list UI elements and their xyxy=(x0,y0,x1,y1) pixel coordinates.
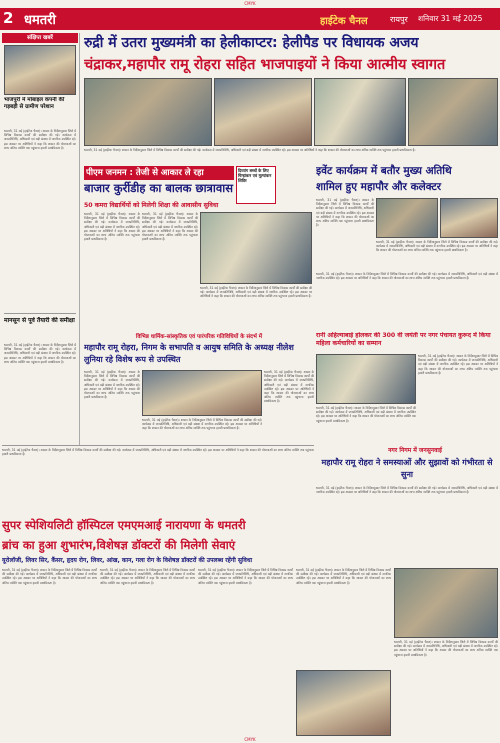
sidebar-story2-title: मानसून से पूर्व तैयारी की समीक्षा xyxy=(4,317,75,324)
bike-headline-2: बाजार कुर्रीडीह का बालक छात्रावास xyxy=(84,181,234,195)
side-box-text: दिव्यांग बच्चों के लिए चिन्हांकन एवं मूल्यांकन शिविर xyxy=(238,168,272,183)
nagar-body-2: धमतरी, 31 मई (हाईटेक चैनल)। शासन के निर्देशानुसार जिले में विभिन्न विकास कार्यों की समीक्षा की गई। कार्यक्रम में जनप्रतिनिधि, अधिकारी एवं बड़ी संख्या में नागरिक उपस्थित रहे। इस अवसर पर अतिथियों ने कहा कि शासन की योजनाओं का लाभ अंतिम व्यक्ति तक पहुंचाना हमारी प्राथमिकता है। xyxy=(394,640,498,657)
bike-subhead: 50 कमरा विद्यार्थियों को मिलेगी शिक्षा की आवासीय सुविधा xyxy=(84,202,219,209)
divider xyxy=(2,445,314,446)
event-headline-2: शामिल हुए महापौर और कलेक्टर xyxy=(316,181,442,193)
sahkari-photo xyxy=(142,370,262,416)
event-photo-1 xyxy=(376,198,438,238)
hospital-body-1: धमतरी, 31 मई (हाईटेक चैनल)। शासन के निर्देशानुसार जिले में विभिन्न विकास कार्यों की समीक्षा की गई। कार्यक्रम में जनप्रतिनिधि, अधिकारी एवं बड़ी संख्या में नागरिक उपस्थित रहे। इस अवसर पर अतिथियों ने कहा कि शासन की योजनाओं का लाभ अंतिम व्यक्ति तक पहुंचाना हमारी प्राथमिकता है। xyxy=(2,568,97,585)
sahkari-kicker: विभिन्न धार्मिक-सांस्कृतिक एवं पारंपरिक गतिविधियों के संदर्भ में xyxy=(135,334,263,340)
sidebar-header: संक्षिप्त खबरें xyxy=(2,33,78,43)
sidebar-story2-body: धमतरी, 31 मई (हाईटेक चैनल)। शासन के निर्देशानुसार जिले में विभिन्न विकास कार्यों की समीक्षा की गई। कार्यक्रम में जनप्रतिनिधि, अधिकारी एवं बड़ी संख्या में नागरिक उपस्थित रहे। इस अवसर पर अतिथियों ने कहा कि शासन की योजनाओं का लाभ अंतिम व्यक्ति तक पहुंचाना हमारी प्राथमिकता है। xyxy=(4,343,76,364)
rani-photo xyxy=(316,354,416,404)
banner-body: धमतरी, 31 मई (हाईटेक चैनल)। शासन के निर्देशानुसार जिले में विभिन्न विकास कार्यों की समीक्षा की गई। कार्यक्रम में जनप्रतिनिधि, अधिकारी एवं बड़ी संख्या में नागरिक उपस्थित रहे। इस अवसर पर अतिथियों ने कहा कि शासन की योजनाओं का लाभ अंतिम व्यक्ति तक पहुंचाना हमारी प्राथमिकता है। xyxy=(84,148,416,152)
sidebar-story1-body: धमतरी, 31 मई (हाईटेक चैनल)। शासन के निर्देशानुसार जिले में विभिन्न विकास कार्यों की समीक्षा की गई। कार्यक्रम में जनप्रतिनिधि, अधिकारी एवं बड़ी संख्या में नागरिक उपस्थित रहे। इस अवसर पर अतिथियों ने कहा कि शासन की योजनाओं का लाभ अंतिम व्यक्ति तक पहुंचाना हमारी प्राथमिकता है। xyxy=(4,129,76,150)
sahkari-headline: महापौर रामू रोहरा, निगम के सभापति व आयुष समिति के अध्यक्ष नीलेश लुनिया रहे विशेष रूप से उपस्थित xyxy=(84,343,294,364)
page-number: 2 xyxy=(3,9,14,27)
rani-body: धमतरी, 31 मई (हाईटेक चैनल)। शासन के निर्देशानुसार जिले में विभिन्न विकास कार्यों की समीक्षा की गई। कार्यक्रम में जनप्रतिनिधि, अधिकारी एवं बड़ी संख्या में नागरिक उपस्थित रहे। इस अवसर पर अतिथियों ने कहा कि शासन की योजनाओं का लाभ अंतिम व्यक्ति तक पहुंचाना हमारी प्राथमिकता है। xyxy=(418,354,498,375)
banner-photo-1 xyxy=(84,78,212,146)
top-cmyk-marker: CMYK xyxy=(244,1,256,6)
rani-headline: रानी अहिल्याबाई होलकर की 300 वी जयंती पर नगर पंचायत कुरूद में किया महिला कर्मचारियों का सम्मान xyxy=(316,332,491,347)
sahkari-body-2: धमतरी, 31 मई (हाईटेक चैनल)। शासन के निर्देशानुसार जिले में विभिन्न विकास कार्यों की समीक्षा की गई। कार्यक्रम में जनप्रतिनिधि, अधिकारी एवं बड़ी संख्या में नागरिक उपस्थित रहे। इस अवसर पर अतिथियों ने कहा कि शासन की योजनाओं का लाभ अंतिम व्यक्ति तक पहुंचाना हमारी प्राथमिकता है। xyxy=(142,418,262,431)
bike-body-col2: धमतरी, 31 मई (हाईटेक चैनल)। शासन के निर्देशानुसार जिले में विभिन्न विकास कार्यों की समीक्षा की गई। कार्यक्रम में जनप्रतिनिधि, अधिकारी एवं बड़ी संख्या में नागरिक उपस्थित रहे। इस अवसर पर अतिथियों ने कहा कि शासन की योजनाओं का लाभ अंतिम व्यक्ति तक पहुंचाना हमारी प्राथमिकता है। xyxy=(142,212,198,242)
bike-photo xyxy=(200,212,312,284)
banner-photo-3 xyxy=(314,78,406,146)
event-headline: इवेंट कार्यक्रम में बतौर मुख्य अतिथि xyxy=(316,165,452,177)
nagar-body: धमतरी, 31 मई (हाईटेक चैनल)। शासन के निर्देशानुसार जिले में विभिन्न विकास कार्यों की समीक्षा की गई। कार्यक्रम में जनप्रतिनिधि, अधिकारी एवं बड़ी संख्या में नागरिक उपस्थित रहे। इस अवसर पर अतिथियों ने कहा कि शासन की योजनाओं का लाभ अंतिम व्यक्ति तक पहुंचाना हमारी प्राथमिकता है। xyxy=(316,486,498,495)
hospital-body-4: धमतरी, 31 मई (हाईटेक चैनल)। शासन के निर्देशानुसार जिले में विभिन्न विकास कार्यों की समीक्षा की गई। कार्यक्रम में जनप्रतिनिधि, अधिकारी एवं बड़ी संख्या में नागरिक उपस्थित रहे। इस अवसर पर अतिथियों ने कहा कि शासन की योजनाओं का लाभ अंतिम व्यक्ति तक पहुंचाना हमारी प्राथमिकता है। xyxy=(296,568,391,585)
divider xyxy=(4,313,76,314)
nagar-kicker: नगर निगम में जनसुनवाई xyxy=(388,447,442,454)
bottom-cmyk-marker: CMYK xyxy=(244,737,256,742)
event-body-2: धमतरी, 31 मई (हाईटेक चैनल)। शासन के निर्देशानुसार जिले में विभिन्न विकास कार्यों की समीक्षा की गई। कार्यक्रम में जनप्रतिनिधि, अधिकारी एवं बड़ी संख्या में नागरिक उपस्थित रहे। इस अवसर पर अतिथियों ने कहा कि शासन की योजनाओं का लाभ अंतिम व्यक्ति तक पहुंचाना हमारी प्राथमिकता है। xyxy=(376,240,498,253)
sahkari-body-3: धमतरी, 31 मई (हाईटेक चैनल)। शासन के निर्देशानुसार जिले में विभिन्न विकास कार्यों की समीक्षा की गई। कार्यक्रम में जनप्रतिनिधि, अधिकारी एवं बड़ी संख्या में नागरिक उपस्थित रहे। इस अवसर पर अतिथियों ने कहा कि शासन की योजनाओं का लाभ अंतिम व्यक्ति तक पहुंचाना हमारी प्राथमिकता है। xyxy=(264,370,314,404)
event-body-3: धमतरी, 31 मई (हाईटेक चैनल)। शासन के निर्देशानुसार जिले में विभिन्न विकास कार्यों की समीक्षा की गई। कार्यक्रम में जनप्रतिनिधि, अधिकारी एवं बड़ी संख्या में नागरिक उपस्थित रहे। इस अवसर पर अतिथियों ने कहा कि शासन की योजनाओं का लाभ अंतिम व्यक्ति तक पहुंचाना हमारी प्राथमिकता है। xyxy=(316,272,498,281)
hospital-photo xyxy=(296,670,391,736)
section-title: धमतरी xyxy=(24,13,56,28)
lower-body-left: धमतरी, 31 मई (हाईटेक चैनल)। शासन के निर्देशानुसार जिले में विभिन्न विकास कार्यों की समीक्षा की गई। कार्यक्रम में जनप्रतिनिधि, अधिकारी एवं बड़ी संख्या में नागरिक उपस्थित रहे। इस अवसर पर अतिथियों ने कहा कि शासन की योजनाओं का लाभ अंतिम व्यक्ति तक पहुंचाना हमारी प्राथमिकता है। xyxy=(2,448,314,457)
hospital-headline-2: ब्रांच का हुआ शुभारंभ,विशेषज्ञ डॉक्टरों की मिलेगी सेवाएं xyxy=(2,538,236,552)
banner-line1: रुद्री में उतरा मुख्यमंत्री का हेलीकाप्टर: हेलीपैड पर विधायक अजय xyxy=(84,35,419,51)
bike-body-col3: धमतरी, 31 मई (हाईटेक चैनल)। शासन के निर्देशानुसार जिले में विभिन्न विकास कार्यों की समीक्षा की गई। कार्यक्रम में जनप्रतिनिधि, अधिकारी एवं बड़ी संख्या में नागरिक उपस्थित रहे। इस अवसर पर अतिथियों ने कहा कि शासन की योजनाओं का लाभ अंतिम व्यक्ति तक पहुंचाना हमारी प्राथमिकता है। xyxy=(200,286,312,299)
nagar-photo xyxy=(394,568,498,638)
bike-headline: पीएम जनमन : तेजी से आकार ले रहा xyxy=(86,168,204,178)
sidebar xyxy=(2,33,80,445)
sahkari-body-1: धमतरी, 31 मई (हाईटेक चैनल)। शासन के निर्देशानुसार जिले में विभिन्न विकास कार्यों की समीक्षा की गई। कार्यक्रम में जनप्रतिनिधि, अधिकारी एवं बड़ी संख्या में नागरिक उपस्थित रहे। इस अवसर पर अतिथियों ने कहा कि शासन की योजनाओं का लाभ अंतिम व्यक्ति तक पहुंचाना हमारी प्राथमिकता है। xyxy=(84,370,140,400)
hospital-headline-1: सुपर स्पेशियलिटी हॉस्पिटल एमएमआई नारायणा के धमतरी xyxy=(2,518,246,532)
rani-body-2: धमतरी, 31 मई (हाईटेक चैनल)। शासन के निर्देशानुसार जिले में विभिन्न विकास कार्यों की समीक्षा की गई। कार्यक्रम में जनप्रतिनिधि, अधिकारी एवं बड़ी संख्या में नागरिक उपस्थित रहे। इस अवसर पर अतिथियों ने कहा कि शासन की योजनाओं का लाभ अंतिम व्यक्ति तक पहुंचाना हमारी प्राथमिकता है। xyxy=(316,406,416,423)
banner-photo-2 xyxy=(214,78,312,146)
side-box xyxy=(236,166,276,204)
hospital-body-3: धमतरी, 31 मई (हाईटेक चैनल)। शासन के निर्देशानुसार जिले में विभिन्न विकास कार्यों की समीक्षा की गई। कार्यक्रम में जनप्रतिनिधि, अधिकारी एवं बड़ी संख्या में नागरिक उपस्थित रहे। इस अवसर पर अतिथियों ने कहा कि शासन की योजनाओं का लाभ अंतिम व्यक्ति तक पहुंचाना हमारी प्राथमिकता है। xyxy=(198,568,293,585)
bike-body-col1: धमतरी, 31 मई (हाईटेक चैनल)। शासन के निर्देशानुसार जिले में विभिन्न विकास कार्यों की समीक्षा की गई। कार्यक्रम में जनप्रतिनिधि, अधिकारी एवं बड़ी संख्या में नागरिक उपस्थित रहे। इस अवसर पर अतिथियों ने कहा कि शासन की योजनाओं का लाभ अंतिम व्यक्ति तक पहुंचाना हमारी प्राथमिकता है। xyxy=(84,212,140,242)
banner-photo-4 xyxy=(408,78,498,146)
masthead xyxy=(0,8,500,30)
event-photo-2 xyxy=(440,198,498,238)
date: शनिवार 31 मई 2025 xyxy=(418,14,483,23)
sidebar-photo xyxy=(4,45,76,95)
nagar-headline: महापौर रामू रोहरा ने समस्याओं और सुझावों को गंभीरता से सुना xyxy=(321,458,493,479)
banner-line2: चंद्राकर,महापौर रामू रोहरा सहित भाजपाइयों ने किया आत्मीय स्वागत xyxy=(84,57,446,73)
sidebar-story1-title: भाजपुरी में मोबाइल कंपनी की गड़बड़ी से ग्रामीण परेशान xyxy=(4,97,65,110)
city: रायपुर xyxy=(390,15,408,24)
event-body-1: धमतरी, 31 मई (हाईटेक चैनल)। शासन के निर्देशानुसार जिले में विभिन्न विकास कार्यों की समीक्षा की गई। कार्यक्रम में जनप्रतिनिधि, अधिकारी एवं बड़ी संख्या में नागरिक उपस्थित रहे। इस अवसर पर अतिथियों ने कहा कि शासन की योजनाओं का लाभ अंतिम व्यक्ति तक पहुंचाना हमारी प्राथमिकता है। xyxy=(316,198,374,228)
hospital-body-2: धमतरी, 31 मई (हाईटेक चैनल)। शासन के निर्देशानुसार जिले में विभिन्न विकास कार्यों की समीक्षा की गई। कार्यक्रम में जनप्रतिनिधि, अधिकारी एवं बड़ी संख्या में नागरिक उपस्थित रहे। इस अवसर पर अतिथियों ने कहा कि शासन की योजनाओं का लाभ अंतिम व्यक्ति तक पहुंचाना हमारी प्राथमिकता है। xyxy=(100,568,195,585)
hospital-subhead: यूरोलॉजी, लिवर सिर, कैंसर, हृदय रोग, लिवर, आंख, कान, गला रोग के विशेषज्ञ डॉक्टरों की उपलब्ध रहेंगी सुविधा xyxy=(2,557,253,564)
paper-name: हाईटेक चैनल xyxy=(320,16,368,27)
